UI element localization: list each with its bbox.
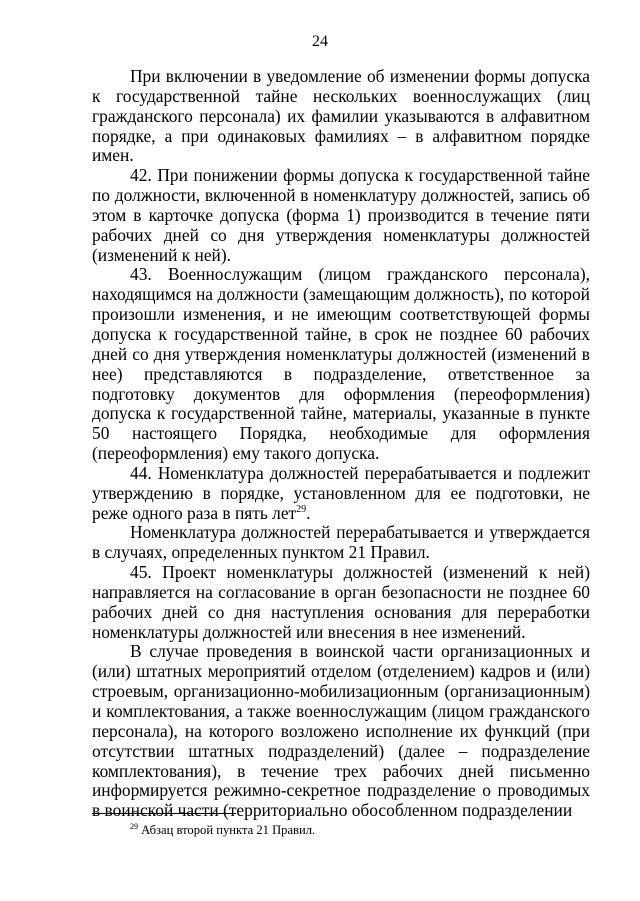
paragraph-42: 42. При понижении формы допуска к государственной тайне по должности, включенной в номенклатуру должностей, запись об этом в карточке допуска (форма 1) производится в течение пяти рабочих дней со дня утверждения номенклатуры должностей (изменений к ней). bbox=[92, 165, 590, 265]
paragraph-41-continuation: При включении в уведомление об изменении формы допуска к государственной тайне нескольких военнослужащих (лиц гражданского персонала) их фамилии указываются в алфавитном порядке, а при одинаковых фамилиях – в алфавитном порядке имен. bbox=[92, 66, 590, 166]
document-body bbox=[92, 67, 590, 821]
paragraph-45: 45. Проект номенклатуры должностей (изменений к ней) направляется на согласование в орган безопасности не позднее 60 рабочих дней со дня наступления основания для переработки номенклатуры должностей или внесения в нее изменений. bbox=[92, 562, 590, 642]
footnote-reference[interactable]: 29 bbox=[296, 503, 307, 515]
paragraph-43: 43. Военнослужащим (лицом гражданского персонала), находящимся на должности (замещающим должность), по которой произошли изменения, и не имеющим соответствующей формы допуска к государственной тайне, в срок не позднее 60 рабочих дней со дня утверждения номенклатуры должностей (изменений в нее) представляются в подразделение, ответственное за подготовку документов для оформления (переоформления) допуска к государственной тайне, материалы, указанные в пункте 50 настоящего Порядка, необходимые для оформления (переоформления) ему такого допуска. bbox=[92, 264, 590, 464]
footnote bbox=[130, 823, 315, 838]
footnote-divider bbox=[92, 813, 236, 814]
page-number: 24 bbox=[312, 33, 328, 50]
paragraph-44 bbox=[92, 464, 590, 524]
paragraph-44-end: . bbox=[306, 502, 311, 523]
paragraph-44-second: Номенклатура должностей перерабатывается и утверждается в случаях, определенных пунктом 21 Правил. bbox=[92, 522, 590, 563]
paragraph-44-text: 44. Номенклатура должностей перерабатывается и подлежит утверждению в порядке, установленном для ее подготовки, не реже одного раза в пять лет bbox=[92, 462, 590, 523]
footnote-text: Абзац второй пункта 21 Правил. bbox=[138, 823, 316, 837]
footnote-marker: 29 bbox=[130, 821, 138, 831]
paragraph-45-second: В случае проведения в воинской части организационных и (или) штатных мероприятий отделом (отделением) кадров и (или) строевым, организационно-мобилизационным (организационным) и комплектования, а также военнослужащим (лицом гражданского персонала), на которого возложено исполнение их функций (при отсутствии штатных подразделений) (далее – подразделение комплектования), в течение трех рабочих дней письменно информируется режимно-секретное подразделение о проводимых в воинской части (территориально обособленном подразделении bbox=[92, 641, 590, 821]
